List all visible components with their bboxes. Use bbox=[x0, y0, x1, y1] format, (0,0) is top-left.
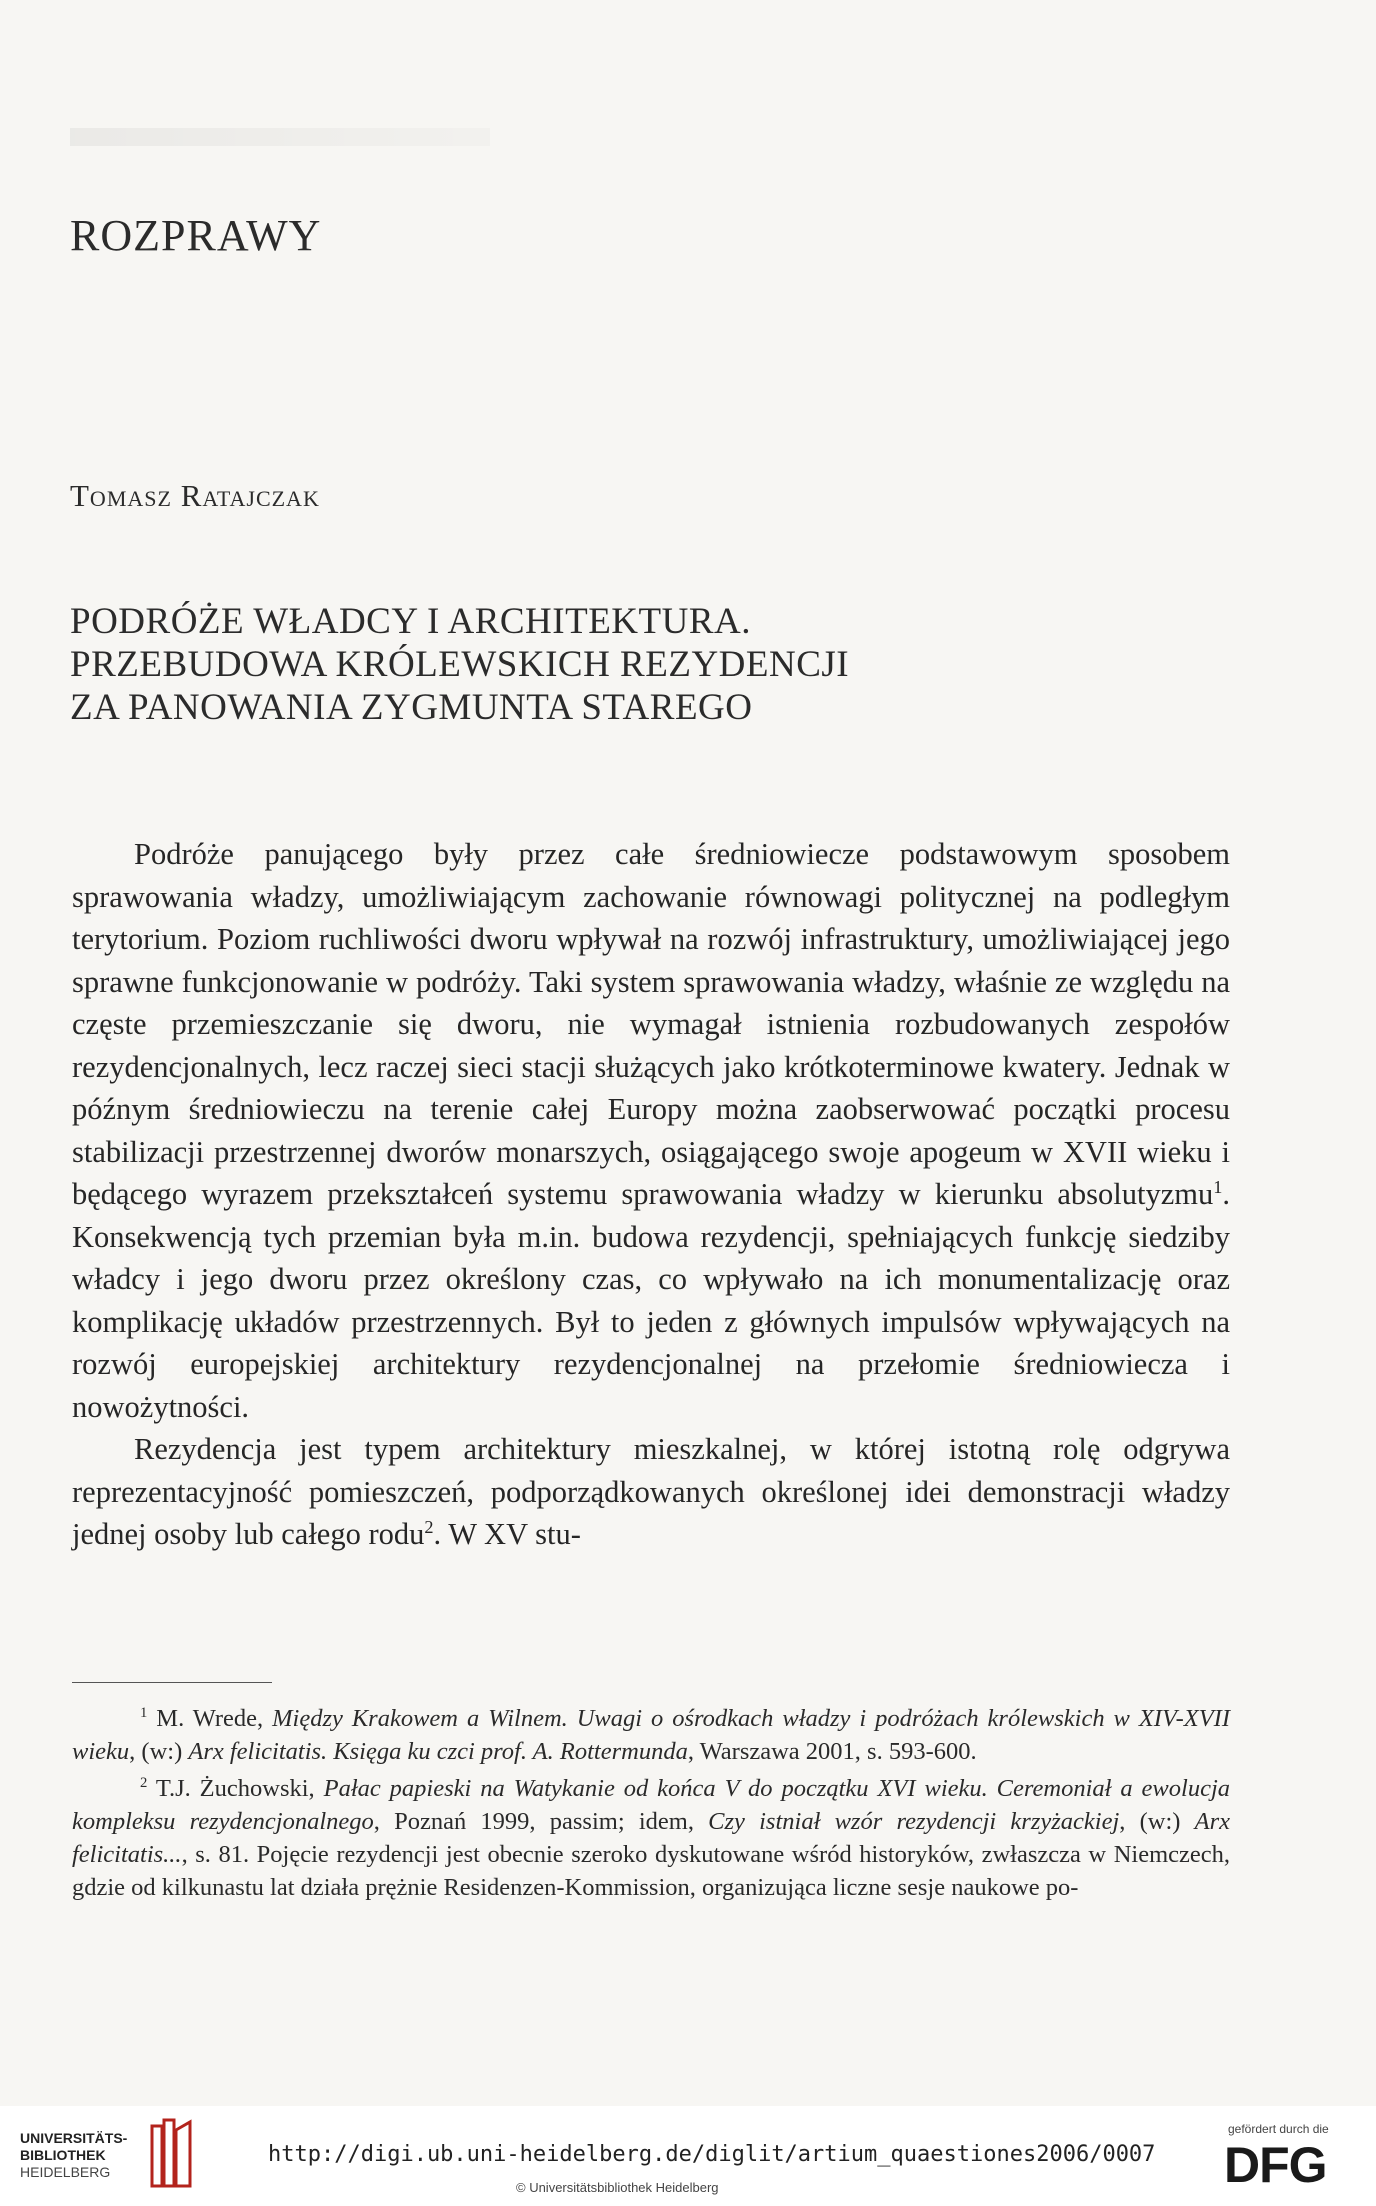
paragraph-2 bbox=[72, 1428, 1230, 1556]
paragraph-1-text-b: . Konsekwencją tych przemian była m.in. budowa rezydencji, spełniających funkcję siedziby władcy i jego dworu przez określony czas, co wpływało na ich monumentalizację oraz komplikację układów przestrzennych. Był to jeden z głównych impulsów wpływających na rozwój europejskiej architektury rezydencjonalnej na przełomie średniowiecza i nowożytności. bbox=[72, 1177, 1230, 1424]
library-name-line-1: UNIVERSITÄTS- bbox=[20, 2130, 128, 2146]
library-emblem-icon bbox=[138, 2116, 198, 2194]
university-library-logo[interactable] bbox=[20, 2130, 127, 2181]
footnote-1-text: M. Wrede, bbox=[147, 1705, 273, 1732]
footnote-1-italic-title: Między Krakowem a Wilnem. Uwagi o ośrodkach władzy i podróżach królewskich w XIV-XVII wieku bbox=[72, 1705, 1230, 1765]
library-footer-bar bbox=[0, 2106, 1376, 2206]
paragraph-2-text-a: Rezydencja jest typem architektury mieszkalnej, w której istotną rolę odgrywa reprezentacyjność pomieszczeń, podporządkowanych określonej idei demonstracji władzy jednej osoby lub całego rodu bbox=[72, 1432, 1230, 1551]
footnote-1-italic-source: Arx felicitatis. Księga ku czci prof. A. Rottermunda bbox=[188, 1738, 688, 1765]
footnote-2-italic-source: Arx felicitatis... bbox=[72, 1808, 1230, 1868]
article-title-line-3: ZA PANOWANIA ZYGMUNTA STAREGO bbox=[70, 687, 753, 728]
article-title-line-1: PODRÓŻE WŁADCY I ARCHITEKTURA. bbox=[70, 601, 751, 642]
author-name: Tomasz Ratajczak bbox=[70, 478, 320, 513]
footnote-1-text: , Warszawa 2001, s. 593-600. bbox=[687, 1738, 977, 1765]
footnotes bbox=[72, 1702, 1230, 1908]
footnote-1 bbox=[72, 1702, 1230, 1768]
paragraph-2-text-b: . W XV stu- bbox=[433, 1517, 581, 1551]
dfg-logo[interactable]: DFG bbox=[1224, 2137, 1327, 2193]
funding-note: gefördert durch die bbox=[1228, 2122, 1329, 2136]
footnote-1-text: , (w:) bbox=[129, 1738, 189, 1765]
footnote-2-italic-title-2: Czy istniał wzór rezydencji krzyżackiej bbox=[708, 1808, 1120, 1835]
footnote-divider bbox=[72, 1682, 272, 1683]
digital-library-url[interactable]: http://digi.ub.uni-heidelberg.de/diglit/artium_quaestiones2006/0007 bbox=[268, 2142, 1156, 2167]
footnote-2-number: 2 bbox=[140, 1774, 148, 1791]
article-title bbox=[70, 600, 849, 729]
footnote-2-italic-title: Pałac papieski na Watykanie od końca V do początku XVI wieku. Ceremoniał a ewolucja kompleksu rezydencjonalnego bbox=[72, 1775, 1230, 1835]
section-title: ROZPRAWY bbox=[70, 211, 322, 260]
copyright-notice: © Universitätsbibliothek Heidelberg bbox=[516, 2180, 719, 2195]
footnote-2-text: , Poznań 1999, passim; idem, bbox=[373, 1808, 709, 1835]
bleed-through-header bbox=[70, 128, 490, 146]
footnote-1-number: 1 bbox=[140, 1704, 148, 1721]
footnote-2-text: , s. 81. Pojęcie rezydencji jest obecnie szeroko dyskutowane wśród historyków, zwłaszcza w Niemczech, gdzie od kilkunastu lat działa prężnie Residenzen-Kommission, organizująca liczne sesje naukowe po- bbox=[72, 1841, 1230, 1901]
paragraph-1 bbox=[72, 833, 1230, 1428]
body-text bbox=[72, 833, 1230, 1556]
footnote-ref-1: 1 bbox=[1213, 1176, 1223, 1197]
paragraph-1-text-a: Podróże panującego były przez całe średniowiecze podstawowym sposobem sprawowania władzy, umożliwiającym zachowanie równowagi politycznej na podległym terytorium. Poziom ruchliwości dworu wpływał na rozwój infrastruktury, umożliwiającej jego sprawne funkcjonowanie w podróży. Taki system sprawowania władzy, właśnie ze względu na częste przemieszczanie się dworu, nie wymagał istnienia rozbudowanych zespołów rezydencjonalnych, lecz raczej sieci stacji służących jako krótkoterminowe kwatery. Jednak w późnym średniowieczu na terenie całej Europy można zaobserwować początki procesu stabilizacji przestrzennej dworów monarszych, osiągającego swoje apogeum w XVII wieku i będącego wyrazem przekształceń systemu sprawowania władzy w kierunku absolutyzmu bbox=[72, 837, 1230, 1211]
library-name-line-3: HEIDELBERG bbox=[20, 2164, 111, 2180]
article-title-line-2: PRZEBUDOWA KRÓLEWSKICH REZYDENCJI bbox=[70, 644, 850, 685]
footnote-2-text: , (w:) bbox=[1119, 1808, 1195, 1835]
footnote-ref-2: 2 bbox=[424, 1516, 434, 1537]
footnote-2 bbox=[72, 1772, 1230, 1904]
library-name-line-2: BIBLIOTHEK bbox=[20, 2147, 106, 2163]
footnote-2-text: T.J. Żuchowski, bbox=[147, 1775, 324, 1802]
